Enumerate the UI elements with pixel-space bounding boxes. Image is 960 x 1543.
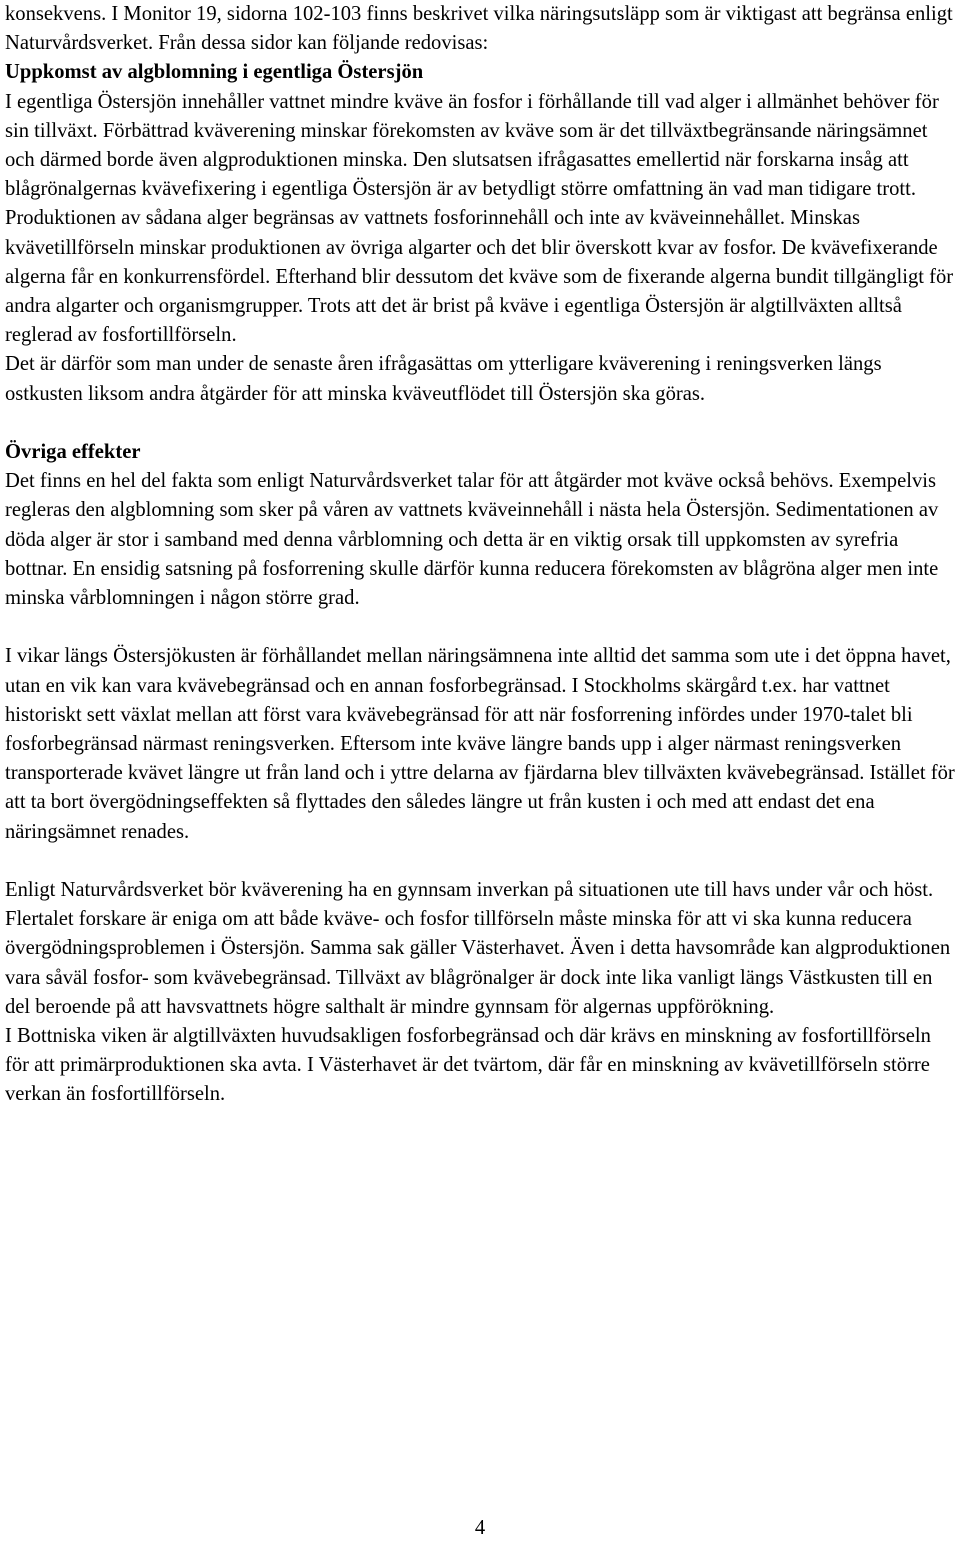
paragraph-spacer — [5, 613, 957, 642]
document-page — [5, 0, 957, 1110]
section-body-algblomning: I egentliga Östersjön innehåller vattnet mindre kväve än fosfor i förhållande till vad alger i allmänhet behöver för sin tillväxt. Förbättrad kväverening minskar förekomsten av kväve som är det tillväxtbegränsande näringsämnet och därmed borde även algproduktionen minska. Den slutsatsen ifrågasattes emellertid när forskarna insåg att blågrönalgernas kvävefixering i egentliga Östersjön är av betydligt större omfattning än vad man tidigare trott. Produktionen av sådana alger begränsas av vattnets fosforinnehåll och inte av kväveinnehållet. Minskas kvävetillförseln minskar produktionen av övriga algarter och det blir överskott kvar av fosfor. De kvävefixerande algerna får en konkurrensfördel. Efterhand blir dessutom det kväve som de fixerande algerna bundit tillgängligt för andra algarter och organismgrupper. Trots att det är brist på kväve i egentliga Östersjön är algtillväxten alltså reglerad av fosfortillförseln. — [5, 90, 954, 347]
section-heading-algblomning: Uppkomst av algblomning i egentliga Östersjön — [5, 61, 424, 84]
paragraph-spacer — [5, 847, 957, 876]
intro-paragraph: konsekvens. I Monitor 19, sidorna 102-103 finns beskrivet vilka näringsutsläpp som är viktigast att begränsa enligt Naturvårdsverket. Från dessa sidor kan följande redovisas: — [5, 3, 953, 55]
section-body-ovriga-effekter: Det finns en hel del fakta som enligt Naturvårdsverket talar för att åtgärder mot kväve också behövs. Exempelvis regleras den algblomning som sker på våren av vattnets kväveinnehåll i nästa hela Östersjön. Sedimentationen av döda alger är stor i samband med denna vårblomning och detta är en viktig orsak till uppkomsten av syrefria bottnar. En ensidig satsning på fosforrening skulle därför kunna reducera förekomsten av blågröna alger men inte minska vårblomningen i någon större grad. — [5, 470, 939, 610]
paragraph-bottniska-viken: I Bottniska viken är algtillväxten huvudsakligen fosforbegränsad och där krävs en minskning av fosfortillförseln för att primärproduktionen ska avta. I Västerhavet är det tvärtom, där får en minskning av kvävetillförseln större verkan än fosfortillförseln. — [5, 1025, 931, 1106]
paragraph-vikar: I vikar längs Östersjökusten är förhållandet mellan näringsämnena inte alltid det samma som ute i det öppna havet, utan en vik kan vara kvävebegränsad och en annan fosforbegränsad. I Stockholms skärgård t.ex. har vattnet historiskt sett växlat mellan att först vara kvävebegränsad för att när fosforrening infördes under 1970-talet bli fosforbegränsad närmast reningsverken. Eftersom inte kväve längre bands upp i alger närmast reningsverken transporterade kvävet längre ut från land och i yttre delarna av fjärdarna blev tillväxten kvävebegränsad. Istället för att ta bort övergödningseffekten så flyttades den således längre ut från kusten i och med att endast det ena näringsämnet renades. — [5, 645, 955, 843]
paragraph-naturvardsverket: Enligt Naturvårdsverket bör kväverening ha en gynnsam inverkan på situationen ute till havs under vår och höst. Flertalet forskare är eniga om att både kväve- och fosfor tillförseln måste minska för att vi ska kunna reducera övergödningsproblemen i Östersjön. Samma sak gäller Västerhavet. Även i detta havsområde kan algproduktionen vara såväl fosfor- som kvävebegränsad. Tillväxt av blågrönalger är dock inte lika vanligt längs Västkusten till en del beroende på att havsvattnets högre salthalt är mindre gynnsam för algernas uppförökning. — [5, 879, 951, 1018]
section-body-algblomning-continued: Det är därför som man under de senaste åren ifrågasättas om ytterligare kväverening i reningsverken längs ostkusten liksom andra åtgärder för att minska kväveutflödet till Östersjön ska göras. — [5, 353, 882, 405]
section-heading-ovriga-effekter: Övriga effekter — [5, 441, 141, 464]
page-number: 4 — [474, 1517, 486, 1539]
paragraph-spacer — [5, 409, 957, 438]
